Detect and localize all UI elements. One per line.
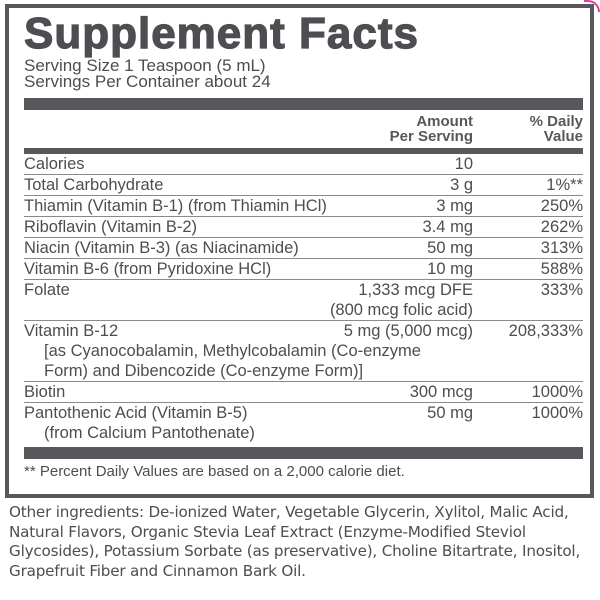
nutrient-name: Vitamin B-12 — [24, 322, 119, 340]
table-row — [24, 238, 583, 259]
nutrient-source-line: (from Calcium Pantothenate) — [44, 424, 255, 442]
nutrient-name: Biotin — [24, 383, 66, 401]
nutrient-amount-line2: (800 mcg folic acid) — [329, 301, 473, 319]
nutrient-dv: 1%** — [546, 176, 583, 194]
table-row — [24, 403, 583, 447]
nutrient-amount-line1: 1,333 mcg DFE — [358, 281, 473, 299]
nutrient-dv: 208,333% — [508, 322, 583, 340]
nutrient-dv — [473, 154, 583, 174]
nutrient-amount: 10 — [454, 155, 473, 173]
nutrient-name: Thiamin (Vitamin B-1) (from Thiamin HCl) — [24, 197, 327, 215]
dv-header — [473, 114, 583, 144]
table-row — [24, 154, 583, 175]
nutrient-table — [24, 154, 583, 447]
nutrient-dv: 588% — [540, 260, 583, 278]
footnote: ** Percent Daily Values are based on a 2,000 calorie diet. — [24, 463, 405, 480]
dv-header-line2: Value — [543, 128, 583, 145]
table-row — [24, 382, 583, 403]
nutrient-name: Pantothenic Acid (Vitamin B-5) — [24, 404, 248, 422]
nutrient-amount: 50 mg — [427, 239, 473, 257]
nutrient-name: Niacin (Vitamin B-3) (as Niacinamide) — [24, 239, 299, 257]
nutrient-amount: 3.4 mg — [422, 218, 473, 236]
divider-bar-top — [24, 98, 583, 110]
nutrient-name: Calories — [24, 155, 85, 173]
amount-header-line2: Per Serving — [389, 128, 473, 145]
table-row — [24, 280, 583, 321]
nutrient-dv: 1000% — [531, 383, 583, 401]
amount-header-line1: Amount — [416, 113, 473, 130]
divider-bar-bottom — [24, 447, 583, 459]
other-ingredients: Other ingredients: De-ionized Water, Vegetable Glycerin, Xylitol, Malic Acid, Natural Flavors, Organic Stevia Leaf Extract (Enzyme-Modified Steviol Glycosides), Potassium Sorbate (as preservative), Choline Bitartrate, Inositol, Grapefruit Fiber and Cinnamon Bark Oil. — [9, 503, 581, 580]
nutrient-dv: 1000% — [531, 404, 583, 422]
nutrient-amount: 3 g — [450, 176, 473, 194]
nutrient-amount: 50 mg — [427, 404, 473, 422]
serving-size: Serving Size 1 Teaspoon (5 mL) — [24, 56, 266, 75]
table-row — [24, 196, 583, 217]
table-row — [24, 217, 583, 238]
nutrient-dv: 313% — [540, 239, 583, 257]
nutrient-amount: 3 mg — [436, 197, 473, 215]
amount-header — [313, 114, 473, 144]
nutrient-name: Vitamin B-6 (from Pyridoxine HCl) — [24, 260, 272, 278]
servings-per-container: Servings Per Container about 24 — [24, 72, 271, 91]
table-row — [24, 321, 583, 382]
nutrient-amount: 300 mcg — [409, 383, 473, 401]
nutrient-amount: 10 mg — [427, 260, 473, 278]
nutrient-name: Folate — [24, 281, 70, 299]
nutrient-source-line2: Form) and Dibencozide (Co-enzyme Form)] — [44, 362, 364, 380]
supplement-facts-panel — [5, 4, 594, 498]
table-row — [24, 175, 583, 196]
table-row — [24, 259, 583, 280]
nutrient-amount — [330, 280, 473, 320]
nutrient-name: Total Carbohydrate — [24, 176, 164, 194]
nutrient-name: Riboflavin (Vitamin B-2) — [24, 218, 198, 236]
panel-title: Supplement Facts — [24, 9, 419, 58]
nutrient-dv: 250% — [540, 197, 583, 215]
column-header — [24, 110, 583, 148]
nutrient-dv: 262% — [540, 218, 583, 236]
dv-header-line1: % Daily — [529, 113, 583, 130]
nutrient-source-line1: [as Cyanocobalamin, Methylcobalamin (Co-enzyme — [44, 342, 421, 360]
nutrient-amount: 5 mg (5,000 mcg) — [343, 322, 473, 340]
nutrient-dv: 333% — [540, 281, 583, 299]
